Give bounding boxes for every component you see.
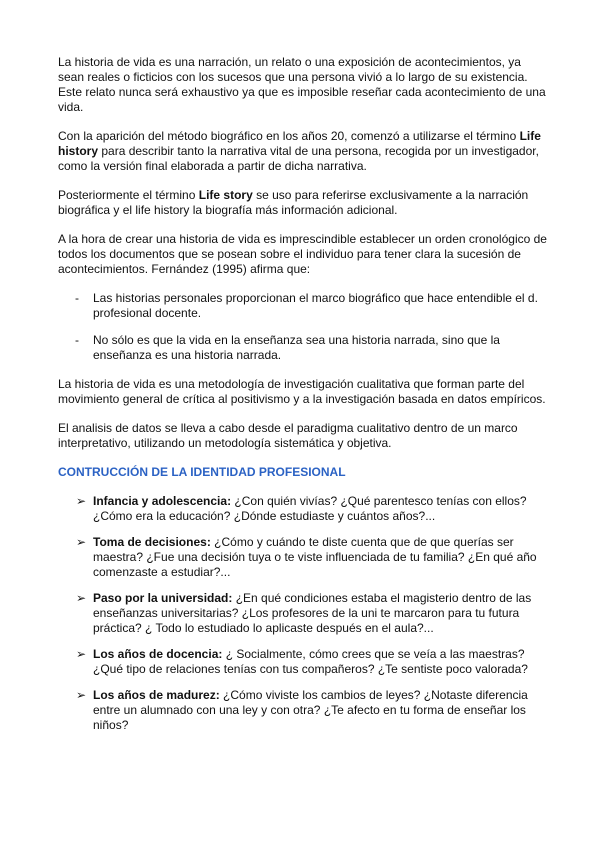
- paragraph-life-story-end: se uso para referirse exclusivamente a la narración biográfica y el life history la biografía más información adicional.: [58, 188, 529, 217]
- dash-bullet: -: [75, 291, 79, 305]
- arrow-bullet-icon: ➢: [76, 688, 87, 702]
- arrow-bullet-icon: ➢: [76, 535, 87, 549]
- list-item: [58, 291, 550, 321]
- item-label: Toma de decisiones:: [93, 535, 211, 549]
- paragraph-life-history-start: Con la aparición del método biográfico en los años 20, comenzó a utilizarse el término: [58, 129, 520, 143]
- list-item: [58, 647, 550, 677]
- term-life-history: Life history: [58, 129, 541, 158]
- arrow-bullet-icon: ➢: [76, 647, 87, 661]
- item-label: Los años de docencia:: [93, 647, 223, 661]
- item-text: ¿En qué condiciones estaba el magisterio dentro de las enseñanzas universitarias? ¿Los profesores de la uni te marcaron para tu futura práctica? ¿ Todo lo estudiado lo aplicaste después en el aula?...: [93, 591, 532, 635]
- item-text: ¿Cómo viviste los cambios de leyes? ¿Notaste diferencia entre un alumnado con una ley y con otra? ¿Te afecto en tu forma de enseñar los niños?: [93, 688, 528, 732]
- list-item: [58, 591, 550, 636]
- item-text: ¿Con quién vivías? ¿Qué parentesco tenías con ellos? ¿Cómo era la educación? ¿Dónde estudiaste y cuántos años?...: [93, 494, 527, 523]
- paragraph-life-story-start: Posteriormente el término: [58, 188, 199, 202]
- arrow-list: [58, 494, 550, 733]
- document-page: [58, 55, 550, 744]
- item-label: Infancia y adolescencia:: [93, 494, 232, 508]
- item-text: ¿Cómo y cuándo te diste cuenta que de que querías ser maestra? ¿Fue una decisión tuya o te viste influenciada de tu familia? ¿En qué año comenzaste a estudiar?...: [93, 535, 537, 579]
- list-item: [58, 535, 550, 580]
- list-item: [58, 333, 550, 363]
- term-life-story: Life story: [198, 188, 253, 202]
- paragraph-intro: La historia de vida es una narración, un relato o una exposición de acontecimientos, ya sean reales o ficticios con los sucesos que una persona vivió a lo largo de su existencia. Este relato nunca será exhaustivo ya que es imposible reseñar cada acontecimiento de una vida.: [58, 55, 546, 114]
- arrow-bullet-icon: ➢: [76, 591, 87, 605]
- list-item-text: Las historias personales proporcionan el marco biográfico que hace entendible el d. profesional docente.: [93, 291, 538, 320]
- item-label: Los años de madurez:: [93, 688, 220, 702]
- paragraph-life-story: [58, 188, 550, 218]
- section-heading: CONTRUCCIÓN DE LA IDENTIDAD PROFESIONAL: [58, 465, 346, 479]
- paragraph-chronology: A la hora de crear una historia de vida es imprescindible establecer un orden cronológico de todos los documentos que se posean sobre el individuo para tener clara la sucesión de acontecimientos. Fernández (1995) afirma que:: [58, 232, 547, 276]
- paragraph-analysis: El analisis de datos se lleva a cabo desde el paradigma cualitativo dentro de un marco interpretativo, utilizando un metodología sistemática y objetiva.: [58, 421, 518, 450]
- list-item: [58, 688, 550, 733]
- dash-list: [58, 291, 550, 363]
- dash-bullet: -: [75, 333, 79, 347]
- item-label: Paso por la universidad:: [93, 591, 233, 605]
- paragraph-life-history-end: para describir tanto la narrativa vital de una persona, recogida por un investigador, como la versión final elaborada a partir de dicha narrativa.: [58, 144, 539, 173]
- paragraph-life-history: [58, 129, 550, 174]
- paragraph-methodology: La historia de vida es una metodología de investigación cualitativa que forman parte del movimiento general de crítica al positivismo y a la investigación basada en datos empíricos.: [58, 377, 546, 406]
- item-text: ¿ Socialmente, cómo crees que se veía a las maestras? ¿Qué tipo de relaciones tenías con tus compañeros? ¿Te sentiste poco valorada?: [93, 647, 528, 676]
- list-item-text: No sólo es que la vida en la enseñanza sea una historia narrada, sino que la enseñanza es una historia narrada.: [93, 333, 500, 362]
- arrow-bullet-icon: ➢: [76, 494, 87, 508]
- list-item: [58, 494, 550, 524]
